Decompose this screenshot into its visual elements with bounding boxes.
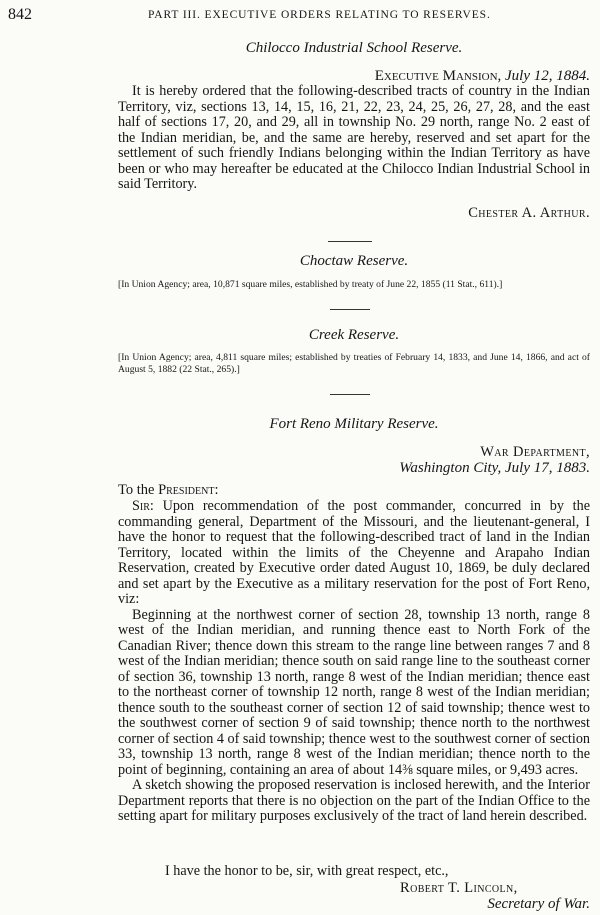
chilocco-dateline-place: Executive Mansion, [374,68,502,84]
creek-title: Creek Reserve. [308,327,400,343]
section-divider [328,241,372,242]
page-header [8,6,570,28]
creek-note: [In Union Agency; area, 4,811 square miles; established by treaties of February 14, 1833, and June 14, 1866, and act of August 5, 1882 (22 Stat., 265).] [118,352,590,375]
chilocco-signature: Chester A. Arthur. [468,205,590,221]
chilocco-order-text: It is hereby ordered that the following-described tracts of country in the Indian Territory, viz, sections 13, 14, 15, 16, 21, 22, 23, 24, 25, 26, 27, 28, and the east half of sections 17, 20, and 29, all in township No. 29 north, range No. 2 east of the Indian meridian, be, and the same are hereby, reserved and set apart for the settlement of such friendly Indians belonging within the Indian Territory as have been or who may hereafter be educated at the Chilocco Indian Industrial School in said Territory. [118,83,590,192]
section-divider [330,394,370,395]
fort-reno-salutation [118,482,590,499]
section-divider [330,309,370,310]
signer-name: Robert T. Lincoln, [400,880,518,896]
letter-paragraph-3: A sketch showing the proposed reservation is inclosed herewith, and the Interior Department reports that there is no objection on the part of the Indian Office to the setting apart for military purposes exclusively of the tract of land herein described. [118,777,590,824]
chilocco-dateline-date: July 12, 1884. [505,68,590,84]
page-number: 842 [8,6,32,23]
running-head: PART III. EXECUTIVE ORDERS RELATING TO RESERVES. [148,9,491,21]
letter-opening: Sir: [132,498,154,514]
chilocco-title: Chilocco Industrial School Reserve. [245,40,463,56]
choctaw-note: [In Union Agency; area, 10,871 square miles, established by treaty of June 22, 1855 (11 Stat., 611).] [118,279,503,290]
fort-reno-title: Fort Reno Military Reserve. [269,416,439,432]
fort-reno-dateline-office: War Department, [480,444,590,460]
fort-reno-dateline-place-date: Washington City, July 17, 1883. [399,460,590,476]
salutation-lead: To the [118,482,155,498]
salutation-title: President: [158,482,219,498]
choctaw-title: Choctaw Reserve. [299,253,409,269]
signer-title: Secretary of War. [487,896,590,912]
letter-paragraph-2: Beginning at the northwest corner of section 28, township 13 north, range 8 west of the Indian meridian, and running thence east to North Fork of the Canadian River; thence down this stream to the range line between ranges 7 and 8 west of the Indian meridian; thence south on said range line to the southeast corner of section 36, township 13 north, range 8 west of the Indian meridian; thence east to the northeast corner of township 12 north, range 8 west of the Indian meridian; thence south to the southeast corner of section 12 of said township; thence west to the southwest corner of section 9 of said township; thence north to the northwest corner of section 4 of said township; thence west to the southwest corner of section 33, township 13 north, range 8 west of the Indian meridian; thence north to the point of beginning, containing an area of about 14⅜ square miles, or 9,493 acres. [118,606,591,778]
letter-paragraph-1-text: Upon recommendation of the post commander, concurred in by the commanding general, Department of the Missouri, and the lieutenant-general, I have the honor to request that the following-described tract of land in the Indian Territory, located within the limits of the Cheyenne and Arapaho Indian Reservation, created by Executive order dated August 10, 1869, be duly declared and set apart by the Executive as a military reservation for the post of Fort Reno, viz: [118,498,590,607]
letter-paragraph [118,499,590,608]
letter-closing: I have the honor to be, sir, with great respect, etc., [165,863,449,879]
fort-reno-letter-body [118,499,590,825]
